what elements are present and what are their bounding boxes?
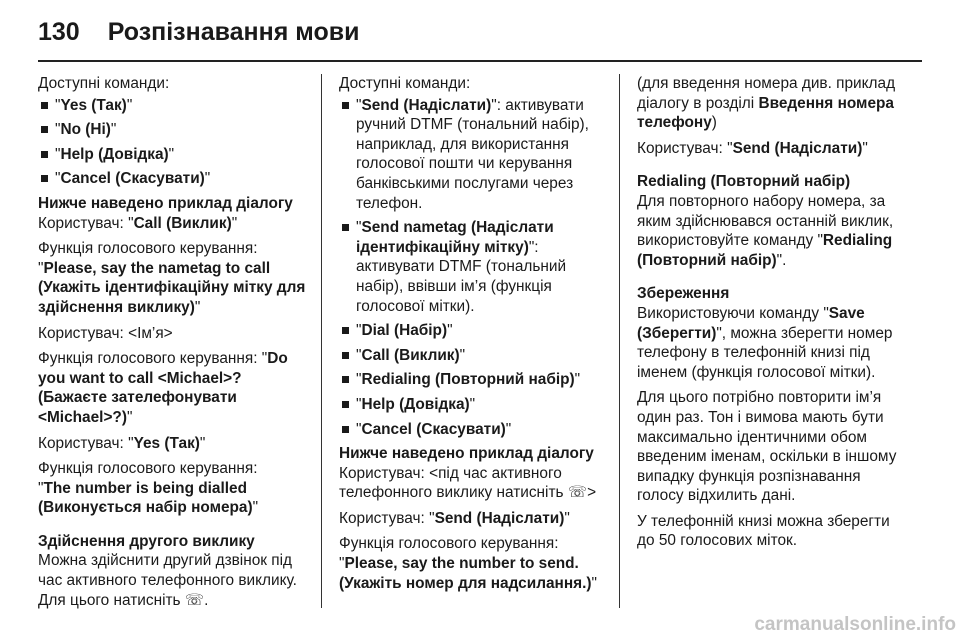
page-title: Розпізнавання мови <box>107 18 360 46</box>
dialog-line: Користувач: <під час активного телефонного виклику натисніть ☏> <box>339 464 597 502</box>
column-3 <box>637 74 909 557</box>
command-list <box>339 96 607 440</box>
list-item: "Send (Надіслати)": активувати ручний DTMF (тональний набір), наприклад, для використання голосової пошти чи керування банківськими послугами через телефон. <box>339 96 607 214</box>
watermark: carmanualsonline.info <box>754 614 956 635</box>
cross-reference-link: Введення номера телефону <box>637 94 894 132</box>
column-2 <box>339 74 607 599</box>
example-heading: Нижче наведено приклад діалогу <box>38 194 293 212</box>
list-item: "No (Ні)" <box>38 120 306 140</box>
list-item: "Cancel (Скасувати)" <box>339 420 607 440</box>
header-rule <box>38 60 922 62</box>
page-header <box>38 18 359 54</box>
page-number: 130 <box>38 18 80 46</box>
available-commands-label: Доступні команди: <box>38 75 170 92</box>
dialog-line: Користувач: <Ім’я> <box>38 324 173 342</box>
column-divider <box>619 74 620 608</box>
example-heading: Нижче наведено приклад діалогу <box>339 445 594 463</box>
column-divider <box>321 74 322 608</box>
list-item: "Cancel (Скасувати)" <box>38 169 306 189</box>
dialog-line: Функція голосового керування: "The number is being dialled (Виконується набір номера)" <box>38 460 259 517</box>
dialog-line: Функція голосового керування: "Please, say the nametag to call (Укажіть ідентифікаційну мітку для здійснення виклику)" <box>38 240 306 316</box>
paragraph: Для цього потрібно повторити ім’я один раз. Тон і вимова мають бути максимально ідентичними обом введеним іменам, оскільки в іншому випадку функція розпізнавання голосу відхилить дані. <box>637 389 897 505</box>
list-item: "Help (Довідка)" <box>38 145 306 165</box>
paragraph: У телефонній книзі можна зберегти до 50 голосових міток. <box>637 512 890 550</box>
dialog-line: Користувач: "Yes (Так)" <box>38 434 206 452</box>
section-body: Використовуючи команду "Save (Зберегти)", можна зберегти номер телефону в телефонній книзі під іменем (функція голосової мітки). <box>637 304 893 381</box>
list-item: "Redialing (Повторний набір)" <box>339 370 607 390</box>
available-commands-label: Доступні команди: <box>339 75 471 92</box>
dialog-line: Користувач: "Send (Надіслати)" <box>637 139 868 157</box>
section-heading: Збереження <box>637 285 730 303</box>
intro-paragraph: (для введення номера див. приклад діалогу в розділі Введення номера телефону) <box>637 75 896 132</box>
phone-icon: ☏ <box>184 591 205 609</box>
dialog-line: Функція голосового керування: "Do you want to call <Michael>? (Бажаєте зателефонувати <Michael>?)" <box>38 350 288 426</box>
dialog-line: Функція голосового керування: "Please, say the number to send. (Укажіть номер для надсилання.)" <box>339 535 597 592</box>
phone-icon: ☏ <box>567 484 588 502</box>
list-item: "Call (Виклик)" <box>339 346 607 366</box>
list-item: "Dial (Набір)" <box>339 321 607 341</box>
section-heading: Redialing (Повторний набір) <box>637 173 851 191</box>
list-item: "Send nametag (Надіслати ідентифікаційну мітку)": активувати DTMF (тональний набір), ввівши ім’я (функція голосової мітки). <box>339 218 607 316</box>
dialog-line: Користувач: "Call (Виклик)" <box>38 214 238 232</box>
section-body: Можна здійснити другий дзвінок під час активного телефонного виклику. Для цього натисніть ☏. <box>38 552 297 609</box>
dialog-line: Користувач: "Send (Надіслати)" <box>339 509 570 527</box>
section-heading: Здійснення другого виклику <box>38 532 255 550</box>
command-list <box>38 96 306 189</box>
column-1 <box>38 74 306 616</box>
list-item: "Help (Довідка)" <box>339 395 607 415</box>
list-item: "Yes (Так)" <box>38 96 306 116</box>
section-body: Для повторного набору номера, за яким здійснювався останній виклик, використовуйте команду "Redialing (Повторний набір)". <box>637 192 894 269</box>
